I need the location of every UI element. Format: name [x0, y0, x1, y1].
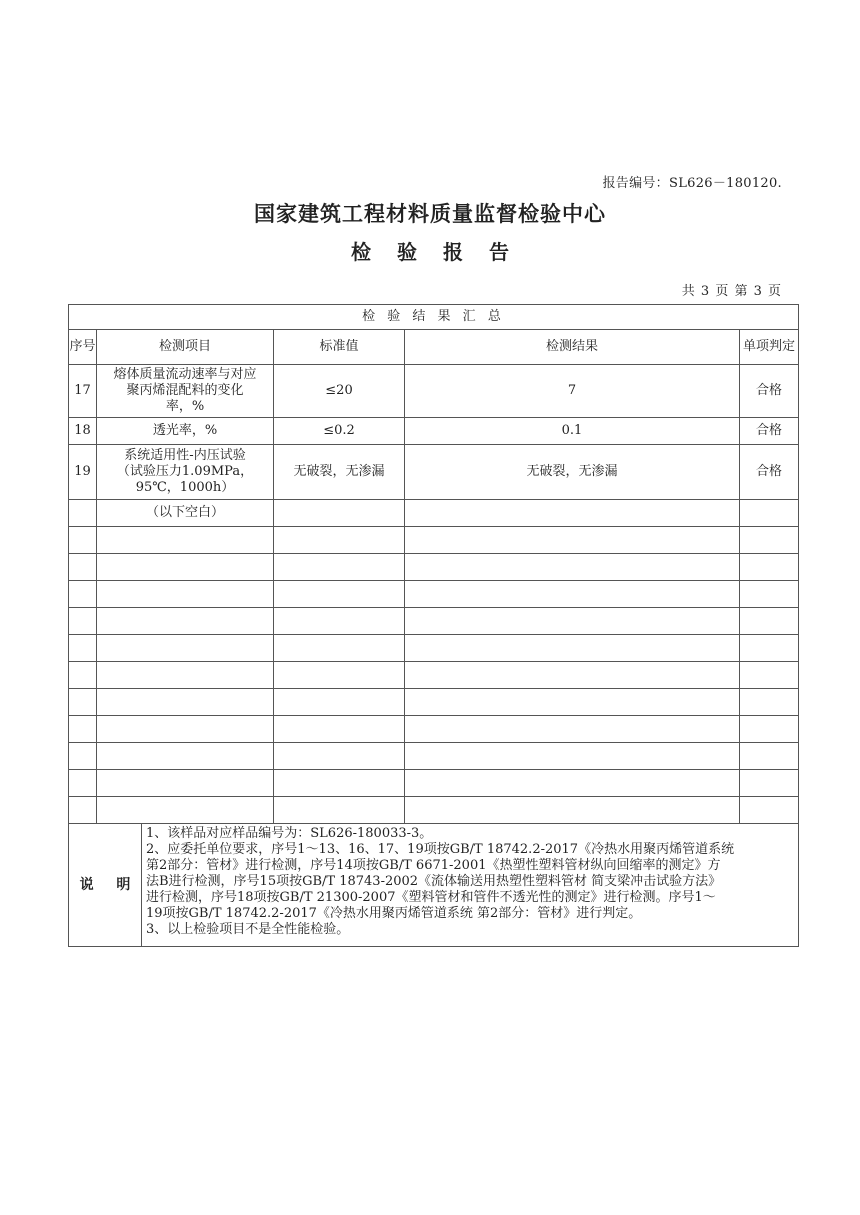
- cell-item: [97, 418, 274, 445]
- note-line: 2、应委托单位要求，序号1～13、16、17、19项按GB/T 18742.2-2017《冷热水用聚丙烯管道系统: [146, 842, 735, 857]
- table-row: [69, 418, 799, 445]
- page-info: 共 3 页 第 3 页: [681, 284, 782, 299]
- cell-judgement: 合格: [740, 418, 799, 445]
- table-row-empty: [69, 527, 799, 554]
- notes-content: [142, 824, 799, 946]
- table-row-empty: [69, 662, 799, 689]
- cell-standard: ≤20: [274, 365, 405, 418]
- col-header-seq: 序号: [69, 330, 97, 365]
- note-line: 1、该样品对应样品编号为：SL626-180033-3。: [146, 826, 433, 841]
- cell-judgement: 合格: [740, 365, 799, 418]
- table-row-empty: [69, 635, 799, 662]
- item-line: 透光率，%: [152, 423, 218, 438]
- cell-item: [97, 365, 274, 418]
- blank-note: （以下空白）: [97, 500, 274, 527]
- results-table: [68, 304, 799, 947]
- table-row-empty: [69, 716, 799, 743]
- notes-label-cell: [69, 824, 142, 946]
- cell-judgement: 合格: [740, 445, 799, 500]
- item-line: 熔体质量流动速率与对应: [113, 367, 257, 382]
- note-line: 进行检测，序号18项按GB/T 21300-2007《塑料管材和管件不透光性的测定》进行检测。序号1～: [146, 890, 716, 905]
- item-line: 95℃，1000h）: [135, 480, 235, 495]
- table-row-empty: [69, 608, 799, 635]
- notes-label: 说 明: [79, 876, 131, 893]
- note-line: 3、以上检验项目不是全性能检验。: [146, 922, 350, 937]
- table-row-empty: [69, 743, 799, 770]
- col-header-standard: 标准值: [274, 330, 405, 365]
- cell-standard: 无破裂，无渗漏: [274, 445, 405, 500]
- table-row: [69, 500, 799, 527]
- table-row-empty: [69, 770, 799, 797]
- col-header-judgement: 单项判定: [740, 330, 799, 365]
- report-number: 报告编号：SL626－180120.: [602, 176, 782, 191]
- cell-result: 7: [405, 365, 740, 418]
- note-line: 第2部分：管材》进行检测，序号14项按GB/T 6671-2001《热塑性塑料管材纵向回缩率的测定》方: [146, 858, 721, 873]
- table-row: [69, 365, 799, 418]
- table-row: [69, 445, 799, 500]
- table-title: 检 验 结 果 汇 总: [69, 305, 799, 330]
- cell-result: 0.1: [405, 418, 740, 445]
- col-header-item: 检测项目: [97, 330, 274, 365]
- item-line: 率，%: [165, 399, 205, 414]
- notes-row: [69, 824, 799, 947]
- item-line: 系统适用性-内压试验: [124, 448, 246, 463]
- table-row-empty: [69, 689, 799, 716]
- cell-seq: 19: [69, 445, 97, 500]
- cell-seq: 18: [69, 418, 97, 445]
- item-line: 聚丙烯混配料的变化: [126, 383, 244, 398]
- cell-item: [97, 445, 274, 500]
- cell-seq: 17: [69, 365, 97, 418]
- cell-standard: ≤0.2: [274, 418, 405, 445]
- note-line: 19项按GB/T 18742.2-2017《冷热水用聚丙烯管道系统 第2部分：管材》进行判定。: [146, 906, 642, 921]
- table-row-empty: [69, 797, 799, 824]
- note-line: 法B进行检测，序号15项按GB/T 18743-2002《流体输送用热塑性塑料管材 简支梁冲击试验方法》: [146, 874, 722, 889]
- document-subtitle: 检验报告: [351, 240, 535, 264]
- item-line: （试验压力1.09MPa，: [116, 464, 254, 479]
- notes-container: [69, 824, 799, 947]
- table-row-empty: [69, 554, 799, 581]
- cell-result: 无破裂，无渗漏: [405, 445, 740, 500]
- document-title: 国家建筑工程材料质量监督检验中心: [254, 202, 606, 226]
- table-row-empty: [69, 581, 799, 608]
- col-header-result: 检测结果: [405, 330, 740, 365]
